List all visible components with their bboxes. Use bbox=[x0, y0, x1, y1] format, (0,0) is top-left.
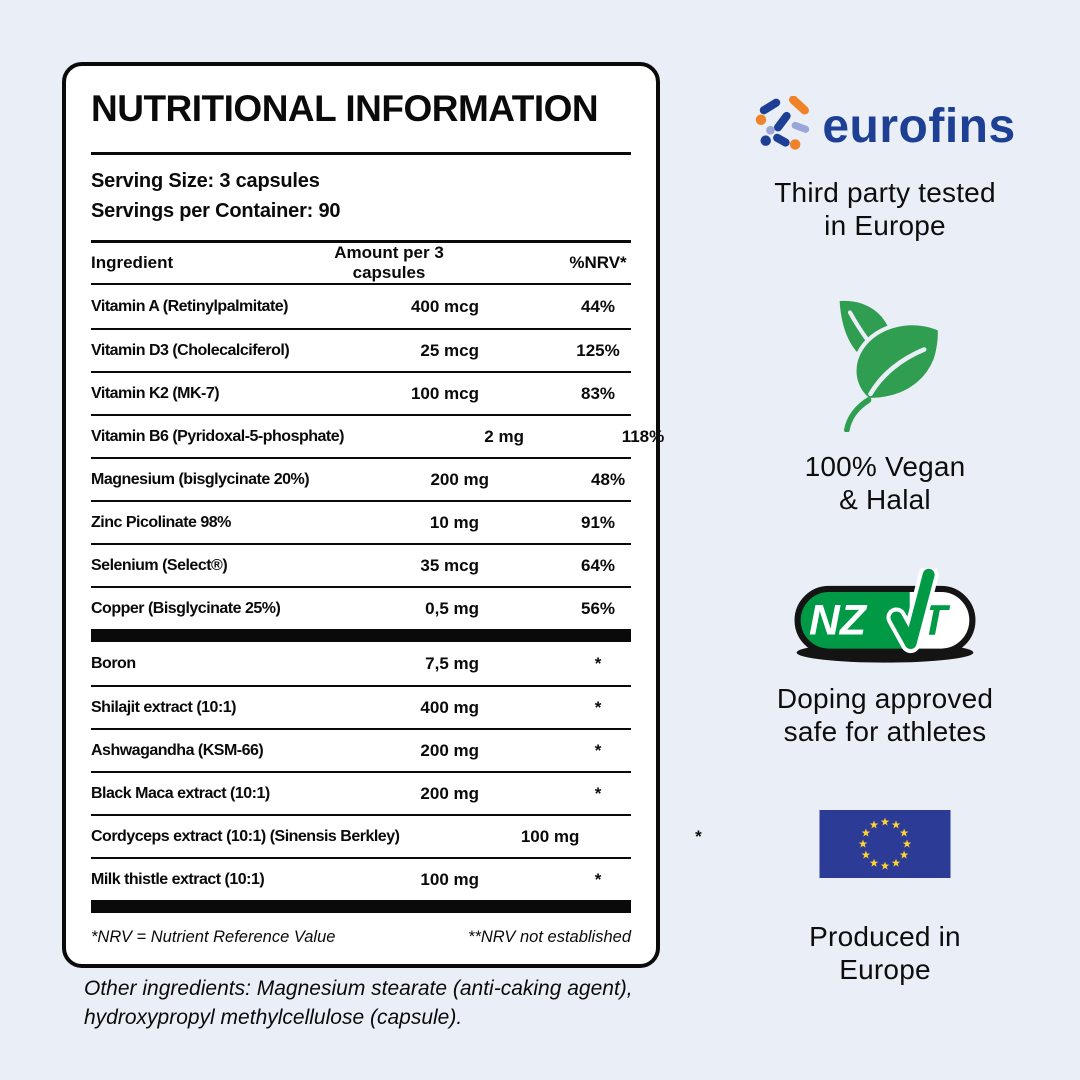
ingredient-nrv: * bbox=[594, 697, 602, 717]
ingredient-name: Boron bbox=[91, 654, 136, 672]
ingredient-name: Shilajit extract (10:1) bbox=[91, 698, 236, 716]
caption-line: Doping approved bbox=[776, 683, 994, 714]
ingredient-nrv: 64% bbox=[580, 555, 616, 575]
ingredient-nrv: 48% bbox=[591, 469, 626, 489]
table-row bbox=[91, 285, 631, 328]
servings-per-container: Servings per Container: 90 bbox=[91, 200, 341, 222]
ingredient-nrv: 56% bbox=[580, 598, 616, 618]
nzvt-letter-t: T bbox=[921, 596, 948, 645]
ingredient-amount: 200 mg bbox=[430, 469, 490, 489]
table-row bbox=[91, 371, 631, 414]
eurofins-caption bbox=[700, 176, 1070, 242]
table-row bbox=[91, 586, 631, 629]
ingredient-nrv: * bbox=[594, 869, 602, 889]
ingredient-amount: 25 mcg bbox=[420, 340, 479, 360]
table-row bbox=[91, 457, 631, 500]
ingredient-nrv: 44% bbox=[580, 296, 616, 316]
eu-flag-icon bbox=[820, 810, 951, 883]
ingredient-amount: 100 mg bbox=[420, 869, 479, 889]
ingredient-name: Vitamin D3 (Cholecalciferol) bbox=[91, 341, 290, 359]
serving-size: Serving Size: 3 capsules bbox=[91, 170, 320, 192]
page-title: NUTRITIONAL INFORMATION bbox=[91, 88, 599, 129]
footnote-nrv-definition: *NRV = Nutrient Reference Value bbox=[91, 928, 336, 946]
ingredient-nrv: 118% bbox=[621, 426, 665, 446]
ingredient-nrv: 125% bbox=[576, 340, 620, 360]
nutrition-label-panel bbox=[62, 62, 702, 968]
ingredient-amount: 10 mg bbox=[429, 512, 479, 532]
table-row bbox=[91, 857, 631, 900]
table-row bbox=[91, 414, 665, 457]
table-row bbox=[91, 642, 631, 685]
eu-caption bbox=[700, 920, 1070, 986]
footnote-nrv-not-established: **NRV not established bbox=[468, 928, 631, 946]
caption-line: 100% Vegan bbox=[804, 451, 966, 482]
vegan-caption bbox=[700, 450, 1070, 516]
ingredient-nrv: 83% bbox=[580, 383, 616, 403]
ingredient-name: Ashwagandha (KSM-66) bbox=[91, 741, 264, 759]
ingredient-amount: 100 mcg bbox=[410, 383, 479, 403]
section-divider-bar bbox=[91, 900, 631, 913]
ingredient-name: Magnesium (bisglycinate 20%) bbox=[91, 470, 310, 488]
eurofins-wordmark: eurofins bbox=[822, 100, 1016, 153]
other-ingredients-note: Other ingredients: Magnesium stearate (anti-caking agent), hydroxypropyl methylcellulose (capsule). bbox=[84, 977, 633, 1029]
ingredient-name: Vitamin K2 (MK-7) bbox=[91, 384, 220, 402]
ingredient-name: Zinc Picolinate 98% bbox=[91, 513, 231, 531]
divider bbox=[91, 152, 631, 155]
ingredient-nrv: * bbox=[594, 653, 602, 673]
ingredient-nrv: * bbox=[594, 783, 602, 803]
caption-line: Produced in bbox=[809, 921, 961, 952]
table-section-extracts bbox=[91, 642, 702, 900]
ingredient-name: Black Maca extract (10:1) bbox=[91, 784, 270, 802]
caption-line: safe for athletes bbox=[783, 716, 987, 747]
table-header-row bbox=[91, 243, 631, 285]
table-row bbox=[91, 814, 702, 857]
caption-line: in Europe bbox=[824, 210, 946, 241]
table-section-vitamins-minerals bbox=[91, 285, 665, 629]
ingredient-name: Copper (Bisglycinate 25%) bbox=[91, 599, 281, 617]
column-header-nrv: %NRV* bbox=[569, 253, 627, 272]
caption-line: & Halal bbox=[839, 484, 931, 515]
ingredient-name: Selenium (Select®) bbox=[91, 556, 228, 574]
ingredient-amount: 7,5 mg bbox=[425, 653, 479, 673]
caption-line: Third party tested bbox=[774, 177, 996, 208]
column-header-ingredient: Ingredient bbox=[91, 253, 174, 272]
nzvt-caption bbox=[700, 682, 1070, 748]
nzvt-letters-nz: NZ bbox=[809, 596, 866, 645]
caption-line: Europe bbox=[839, 954, 931, 985]
ingredient-amount: 2 mg bbox=[484, 426, 524, 446]
ingredient-nrv: * bbox=[695, 826, 702, 846]
table-row bbox=[91, 500, 631, 543]
ingredient-name: Vitamin A (Retinylpalmitate) bbox=[91, 297, 288, 315]
ingredient-name: Vitamin B6 (Pyridoxal-5-phosphate) bbox=[91, 427, 344, 445]
column-header-amount: Amount per 3 capsules bbox=[334, 243, 444, 282]
ingredient-name: Cordyceps extract (10:1) (Sinensis Berkley) bbox=[91, 827, 400, 845]
vegan-leaf-icon bbox=[823, 298, 947, 437]
section-divider-bar bbox=[91, 629, 631, 642]
ingredient-name: Milk thistle extract (10:1) bbox=[91, 870, 265, 888]
nzvt-logo bbox=[790, 568, 980, 670]
eurofins-molecule-icon bbox=[754, 96, 811, 158]
ingredient-amount: 200 mg bbox=[420, 740, 479, 760]
certification-column bbox=[700, 0, 1070, 1080]
eurofins-logo bbox=[754, 96, 1015, 158]
ingredient-amount: 35 mcg bbox=[420, 555, 479, 575]
ingredient-amount: 200 mg bbox=[420, 783, 479, 803]
table-row bbox=[91, 771, 631, 814]
table-row bbox=[91, 728, 631, 771]
ingredient-amount: 400 mcg bbox=[410, 296, 479, 316]
table-row bbox=[91, 328, 631, 371]
table-row bbox=[91, 685, 631, 728]
ingredient-amount: 400 mg bbox=[420, 697, 479, 717]
ingredient-amount: 0,5 mg bbox=[425, 598, 479, 618]
ingredient-amount: 100 mg bbox=[520, 826, 580, 846]
table-row bbox=[91, 543, 631, 586]
ingredient-nrv: 91% bbox=[580, 512, 616, 532]
ingredient-nrv: * bbox=[594, 740, 602, 760]
